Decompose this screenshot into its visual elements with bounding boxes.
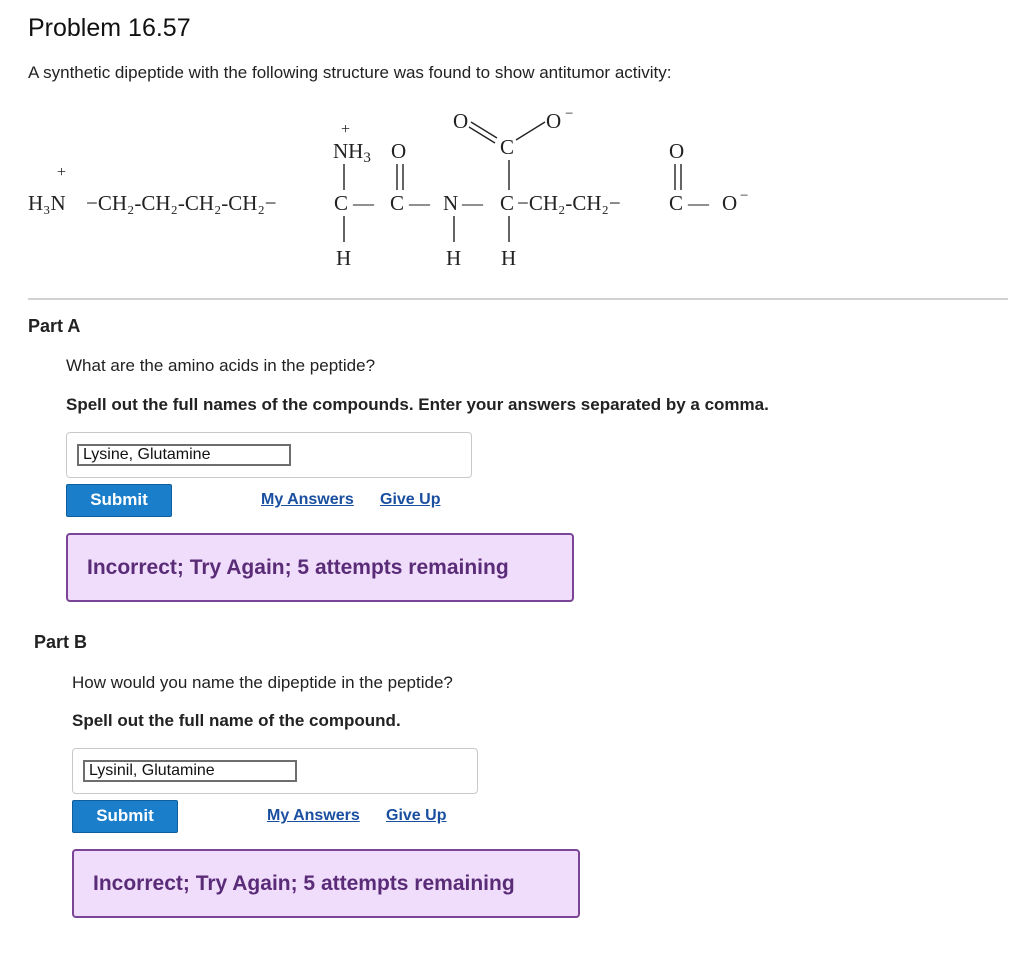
structure-side-oxygen-right: O xyxy=(546,109,562,133)
problem-title: Problem 16.57 xyxy=(28,14,191,42)
part-b-submit-button[interactable]: Submit xyxy=(72,800,178,833)
part-a-answer-input[interactable] xyxy=(77,444,291,466)
structure-chain2: −CH₂-CH₂− xyxy=(517,191,621,215)
structure-amide-nitrogen: N xyxy=(443,191,459,215)
part-a-feedback-message: Incorrect; Try Again; 5 attempts remaining xyxy=(66,533,574,602)
structure-nh3: NH3 xyxy=(333,139,371,166)
structure-end-oxygen: O xyxy=(722,191,738,215)
part-b-my-answers-link[interactable]: My Answers xyxy=(267,807,360,824)
part-a-give-up-link[interactable]: Give Up xyxy=(380,491,441,508)
amine-plus-charge: + xyxy=(57,164,67,181)
part-b-instruction: Spell out the full name of the compound. xyxy=(72,711,401,730)
part-b-title: Part B xyxy=(34,632,88,652)
structure-side-oxygen-left: O xyxy=(453,109,469,133)
part-b-answer-container xyxy=(72,748,478,794)
structure-bond-1: — xyxy=(353,191,374,215)
structure-carbonyl-carbon: C xyxy=(390,191,405,215)
structure-bond-2: — xyxy=(409,191,430,215)
structure-carbonyl-oxygen-2: O xyxy=(669,139,685,163)
part-a-answer-container xyxy=(66,432,472,478)
structure-hydrogen-2: H xyxy=(446,246,462,270)
part-b-feedback-message: Incorrect; Try Again; 5 attempts remaining xyxy=(72,849,580,918)
dipeptide-structure-diagram xyxy=(0,100,800,280)
structure-chain1: −CH₂-CH₂-CH₂-CH₂− xyxy=(86,191,277,215)
part-b-give-up-link[interactable]: Give Up xyxy=(386,807,447,824)
structure-alpha-carbon-1: C xyxy=(334,191,349,215)
part-a-my-answers-link[interactable]: My Answers xyxy=(261,491,354,508)
part-a-question: What are the amino acids in the peptide? xyxy=(66,356,376,375)
structure-hydrogen-3: H xyxy=(501,246,517,270)
nh3-plus-charge: + xyxy=(341,121,351,138)
structure-side-carbon: C xyxy=(500,135,515,159)
structure-amine: H₃N xyxy=(28,191,66,215)
part-a-submit-button[interactable]: Submit xyxy=(66,484,172,517)
part-a-instruction: Spell out the full names of the compounds. Enter your answers separated by a comma. xyxy=(66,395,769,414)
structure-carboxyl-carbon: C xyxy=(669,191,684,215)
part-b-question: How would you name the dipeptide in the peptide? xyxy=(72,673,453,692)
structure-alpha-carbon-2: C xyxy=(500,191,515,215)
side-oxygen-minus: − xyxy=(565,106,574,122)
end-oxygen-minus: − xyxy=(740,188,749,204)
structure-carbonyl-oxygen-1: O xyxy=(391,139,407,163)
part-b-answer-input[interactable] xyxy=(83,760,297,782)
structure-hydrogen-1: H xyxy=(336,246,352,270)
problem-intro: A synthetic dipeptide with the following structure was found to show antitumor activity: xyxy=(28,63,672,82)
part-a-title: Part A xyxy=(28,316,81,336)
section-divider xyxy=(28,298,1008,300)
structure-bond-3: — xyxy=(462,191,483,215)
structure-bond-4: — xyxy=(688,191,709,215)
